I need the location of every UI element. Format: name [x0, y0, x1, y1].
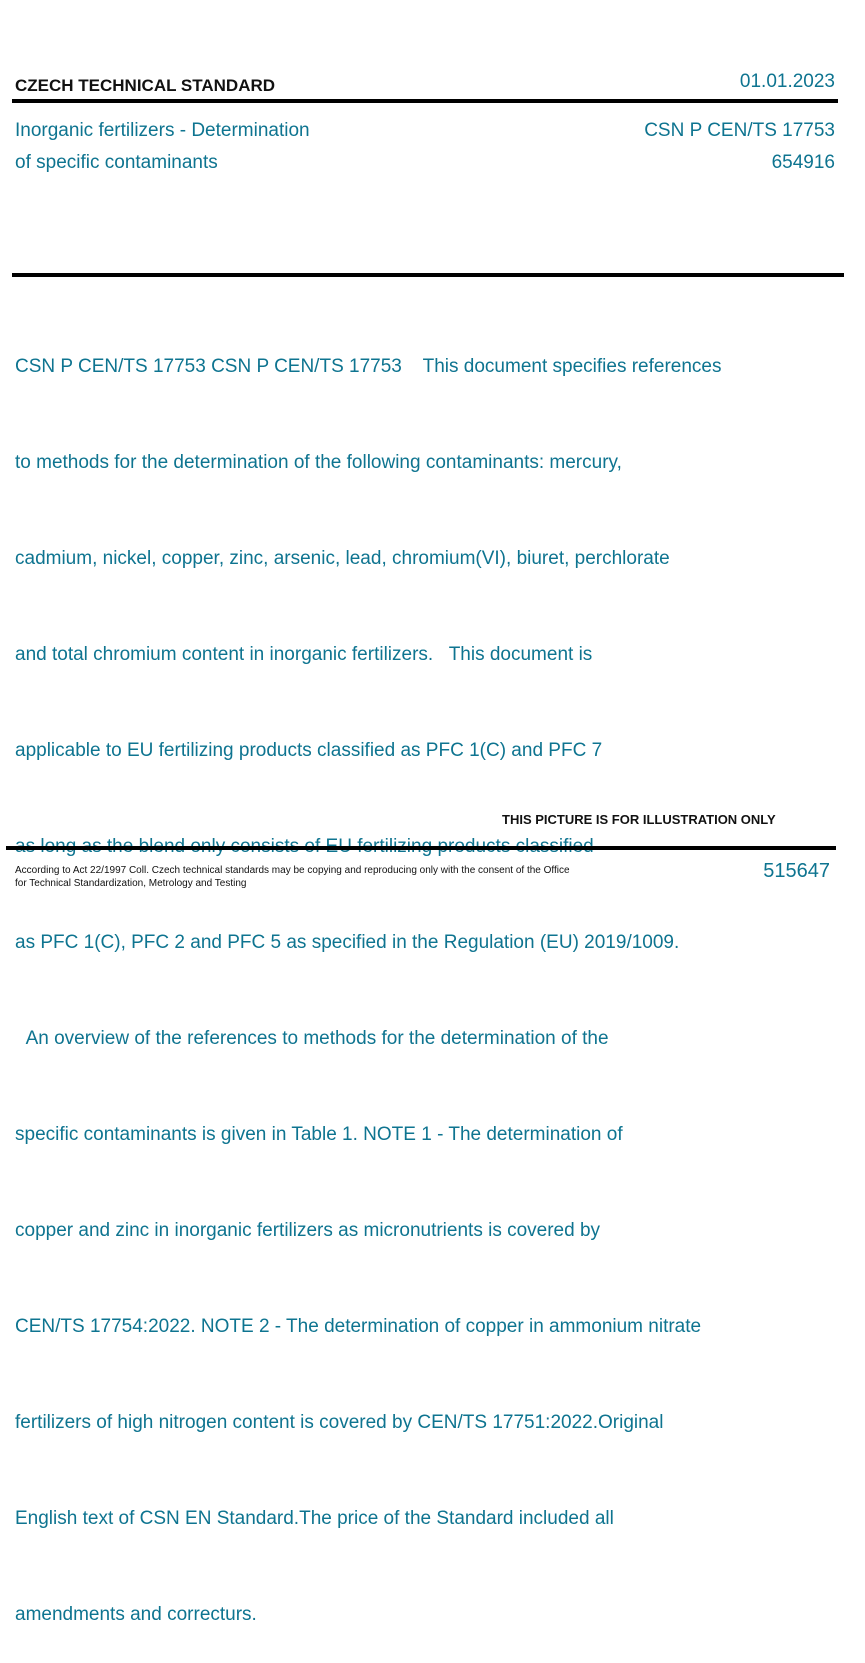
header-divider	[12, 99, 838, 103]
standard-title-line-1: Inorganic fertilizers - Determination	[15, 120, 310, 141]
description-line: cadmium, nickel, copper, zinc, arsenic, lead, chromium(VI), biuret, perchlorate	[15, 548, 670, 569]
description-line: as PFC 1(C), PFC 2 and PFC 5 as specified in the Regulation (EU) 2019/1009.	[15, 932, 680, 953]
description-line: to methods for the determination of the following contaminants: mercury,	[15, 452, 622, 473]
footer-divider	[6, 846, 836, 850]
description-line: CEN/TS 17754:2022. NOTE 2 - The determination of copper in ammonium nitrate	[15, 1316, 702, 1337]
standard-description	[15, 287, 845, 1663]
standard-title-line-2: of specific contaminants	[15, 152, 218, 173]
document-type-heading: CZECH TECHNICAL STANDARD	[15, 76, 276, 95]
title-divider	[12, 273, 844, 277]
description-line: amendments and correcturs.	[15, 1604, 257, 1625]
description-line: applicable to EU fertilizing products classified as PFC 1(C) and PFC 7	[15, 740, 603, 761]
description-line: English text of CSN EN Standard.The price of the Standard included all	[15, 1508, 614, 1529]
description-line: An overview of the references to methods for the determination of the	[15, 1028, 609, 1049]
description-line: fertilizers of high nitrogen content is covered by CEN/TS 17751:2022.Original	[15, 1412, 664, 1433]
standard-code: CSN P CEN/TS 17753	[644, 120, 835, 141]
standard-title	[15, 115, 435, 179]
illustration-disclaimer: THIS PICTURE IS FOR ILLUSTRATION ONLY	[502, 812, 776, 827]
legal-notice-line-1: According to Act 22/1997 Coll. Czech technical standards may be copying and reproducing only with the consent of the Office	[15, 865, 570, 876]
legal-notice-line-2: for Technical Standardization, Metrology and Testing	[15, 878, 247, 889]
catalog-number: 654916	[771, 152, 835, 173]
description-line: specific contaminants is given in Table 1. NOTE 1 - The determination of	[15, 1124, 623, 1145]
footer-number: 515647	[763, 860, 830, 882]
standard-date: 01.01.2023	[739, 71, 835, 92]
description-line: and total chromium content in inorganic fertilizers. This document is	[15, 644, 593, 665]
standard-identifiers	[644, 115, 835, 179]
description-line: copper and zinc in inorganic fertilizers as micronutrients is covered by	[15, 1220, 601, 1241]
legal-notice	[15, 864, 595, 890]
description-line: CSN P CEN/TS 17753 CSN P CEN/TS 17753 This document specifies references	[15, 356, 722, 377]
